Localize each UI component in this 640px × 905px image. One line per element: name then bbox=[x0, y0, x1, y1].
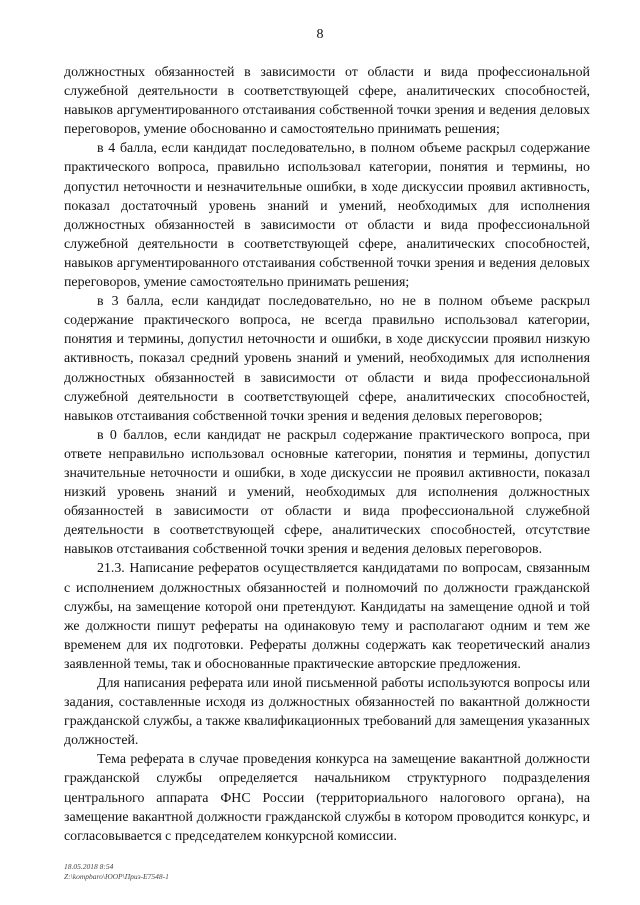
footer-file-path: Z:\kompbaro\ЮОР\Приз-E7548-1 bbox=[64, 872, 169, 881]
footer-file-stamp bbox=[64, 862, 169, 882]
paragraph-score-3: в 3 балла, если кандидат последовательно, но не в полном объеме раскрыл содержание практического вопроса, не всегда правильно использовал категории, понятия и термины, допустил неточности и ошибки, в ходе дискуссии проявил низкую активность, показал средний уровень знаний и умений, необходимых для исполнения должностных обязанностей в зависимости от области и вида профессиональной служебной деятельности в соответствующей сфере, аналитических способностей, навыков отстаивания собственной точки зрения и ведения деловых переговоров; bbox=[64, 294, 590, 424]
paragraph-score-4: в 4 балла, если кандидат последовательно, в полном объеме раскрыл содержание практического вопроса, правильно использовал категории, понятия и термины, но допустил неточности и незначительные ошибки, в ходе дискуссии проявил активность, показал достаточный уровень знаний и умений, необходимых для исполнения должностных обязанностей в зависимости от области и вида профессиональной служебной деятельности в соответствующей сфере, аналитических способностей, навыков аргументированного отстаивания собственной точки зрения и ведения деловых переговоров, умение самостоятельно принимать решения; bbox=[64, 141, 590, 291]
footer-timestamp: 18.05.2018 8:54 bbox=[64, 862, 114, 871]
paragraph-21-3: 21.3. Написание рефератов осуществляется кандидатами по вопросам, связанным с исполнением должностных обязанностей и полномочий по должности гражданской службы, на замещение которой они претендуют. Кандидаты на замещение одной и той же должности пишут рефераты на одинаковую тему и располагают одним и тем же временем для их подготовки. Рефераты должны содержать как теоретический анализ заявленной темы, так и обоснованные практические авторские предложения. bbox=[64, 561, 590, 672]
paragraph-score-0: в 0 баллов, если кандидат не раскрыл содержание практического вопроса, при ответе неправильно использовал основные категории, понятия и термины, допустил значительные неточности и ошибки, в ходе дискуссии не проявил активности, показал низкий уровень знаний и умений, необходимых для исполнения должностных обязанностей в зависимости от области и вида профессиональной служебной деятельности в соответствующей сфере, аналитических способностей, отсутствие навыков отстаивания собственной точки зрения и ведения деловых переговоров. bbox=[64, 427, 590, 558]
document-body bbox=[64, 63, 590, 846]
paragraph-essay-questions: Для написания реферата или иной письменной работы используются вопросы или задания, составленные исходя из должностных обязанностей по вакантной должности гражданской службы, а также квалификационных требований для замещения указанных должностей. bbox=[64, 676, 590, 749]
paragraph-continuation: должностных обязанностей в зависимости от области и вида профессиональной служебной деятельности в соответствующей сфере, аналитических способностей, навыков аргументированного отстаивания собственной точки зрения и ведения деловых переговоров, умение обоснованно и самостоятельно принимать решения; bbox=[64, 65, 590, 138]
paragraph-essay-topic: Тема реферата в случае проведения конкурса на замещение вакантной должности гражданской службы определяется начальником структурного подразделения центрального аппарата ФНС России (территориального налогового органа), на замещение вакантной должности гражданской службы в котором проводится конкурс, и согласовывается с председателем конкурсной комиссии. bbox=[64, 752, 590, 844]
page-number: 8 bbox=[316, 27, 324, 42]
